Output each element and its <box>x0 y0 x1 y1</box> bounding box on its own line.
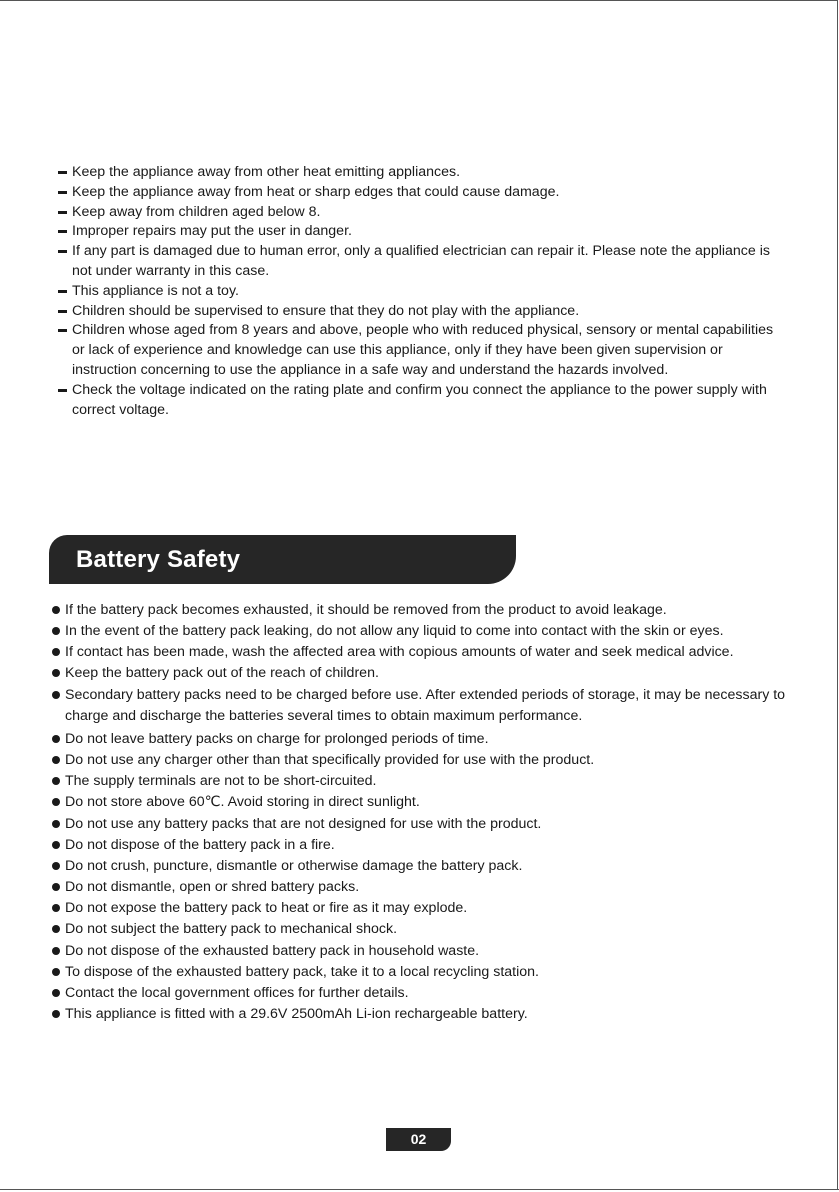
warning-item <box>58 321 778 380</box>
warning-text: If any part is damaged due to human error, only a qualified electrician can repair it. Please note the appliance is not under warranty in this case. <box>72 243 770 279</box>
battery-item-text: To dispose of the exhausted battery pack, take it to a local recycling station. <box>65 963 539 980</box>
warning-text: Keep the appliance away from other heat emitting appliances. <box>72 164 461 180</box>
battery-item-text: Do not use any battery packs that are not designed for use with the product. <box>65 815 542 832</box>
battery-item <box>52 663 812 684</box>
warning-item <box>58 203 778 223</box>
dash-marker <box>58 250 67 253</box>
bullet-icon <box>52 904 60 912</box>
battery-item-text: This appliance is fitted with a 29.6V 2500mAh Li-ion rechargeable battery. <box>65 1005 528 1022</box>
bullet-icon <box>52 947 60 955</box>
page-border-right <box>837 0 838 1190</box>
battery-item <box>52 919 812 940</box>
battery-item <box>52 877 812 898</box>
warning-item <box>58 302 778 322</box>
battery-item <box>52 962 812 983</box>
bullet-icon <box>52 968 60 976</box>
dash-marker <box>58 329 67 332</box>
battery-item-text: Do not dispose of the battery pack in a fire. <box>65 836 335 853</box>
battery-item-text: Secondary battery packs need to be charged before use. After extended periods of storage, it may be necessary to charge and discharge the batteries several times to obtain maximum performance. <box>65 686 786 724</box>
battery-item <box>52 600 812 621</box>
dash-marker <box>58 310 67 313</box>
warning-text: Improper repairs may put the user in danger. <box>72 223 352 240</box>
battery-item <box>52 792 812 813</box>
battery-item <box>52 1004 812 1025</box>
bullet-icon <box>52 883 60 891</box>
bullet-icon <box>52 777 60 785</box>
battery-item <box>52 983 812 1004</box>
bullet-icon <box>52 606 60 614</box>
bullet-icon <box>52 798 60 806</box>
dash-marker <box>58 211 67 214</box>
battery-item <box>52 835 812 856</box>
battery-item-text: Do not subject the battery pack to mechanical shock. <box>65 921 398 938</box>
warning-item <box>58 282 778 302</box>
battery-item <box>52 685 812 727</box>
battery-item <box>52 814 812 835</box>
warning-text: Check the voltage indicated on the rating plate and confirm you connect the appliance to the power supply with correct voltage. <box>72 381 767 418</box>
warning-text: Children should be supervised to ensure that they do not play with the appliance. <box>72 302 580 319</box>
battery-safety-banner <box>49 535 516 584</box>
dash-marker <box>58 389 67 392</box>
battery-item-text: In the event of the battery pack leaking, do not allow any liquid to come into contact with the skin or eyes. <box>65 623 724 640</box>
battery-item <box>52 898 812 919</box>
battery-item-text: Do not expose the battery pack to heat or fire as it may explode. <box>65 900 468 917</box>
battery-item-text: The supply terminals are not to be short-circuited. <box>65 773 377 790</box>
battery-item-text: Do not dismantle, open or shred battery packs. <box>65 879 360 896</box>
battery-item <box>52 750 812 771</box>
warning-item <box>58 242 778 282</box>
battery-safety-list <box>52 600 812 1025</box>
bullet-icon <box>52 820 60 828</box>
battery-item <box>52 729 812 750</box>
bullet-icon <box>52 691 60 699</box>
battery-item-text: Contact the local government offices for further details. <box>65 984 409 1001</box>
battery-item <box>52 771 812 792</box>
page-border-top <box>0 0 837 1</box>
warning-text: This appliance is not a toy. <box>72 282 239 299</box>
warning-text: Children whose aged from 8 years and above, people who with reduced physical, sensory or mental capabilities or lack of experience and knowledge can use this appliance, only if they have been given supervision or instruction concerning to use the appliance in a safe way and understand the hazards involved. <box>72 322 774 378</box>
bullet-icon <box>52 756 60 764</box>
battery-item-text: Do not store above 60℃. Avoid storing in direct sunlight. <box>65 794 420 811</box>
battery-item <box>52 621 812 642</box>
bullet-icon <box>52 925 60 933</box>
bullet-icon <box>52 735 60 743</box>
bullet-icon <box>52 841 60 849</box>
warning-text: Keep away from children aged below 8. <box>72 203 321 220</box>
bullet-icon <box>52 669 60 677</box>
battery-item-text: Do not leave battery packs on charge for prolonged periods of time. <box>65 730 489 747</box>
battery-item-text: Keep the battery pack out of the reach of children. <box>65 665 379 682</box>
warning-item <box>58 222 778 242</box>
bullet-icon <box>52 989 60 997</box>
warning-item <box>58 381 778 421</box>
warnings-list <box>58 163 778 420</box>
section-title: Battery Safety <box>76 546 241 573</box>
page-number: 02 <box>386 1128 451 1151</box>
battery-item <box>52 941 812 962</box>
warning-text: Keep the appliance away from heat or sharp edges that could cause damage. <box>72 183 560 200</box>
battery-item-text: If contact has been made, wash the affected area with copious amounts of water and seek medical advice. <box>65 644 734 661</box>
battery-item-text: If the battery pack becomes exhausted, it should be removed from the product to avoid leakage. <box>65 602 667 618</box>
dash-marker <box>58 230 67 233</box>
bullet-icon <box>52 627 60 635</box>
battery-item <box>52 642 812 663</box>
battery-item-text: Do not crush, puncture, dismantle or otherwise damage the battery pack. <box>65 857 523 874</box>
page-border-bottom <box>0 1189 839 1190</box>
dash-marker <box>58 191 67 194</box>
warning-item <box>58 183 778 203</box>
bullet-icon <box>52 648 60 656</box>
battery-item <box>52 856 812 877</box>
bullet-icon <box>52 1010 60 1018</box>
battery-item-text: Do not use any charger other than that specifically provided for use with the product. <box>65 752 595 769</box>
bullet-icon <box>52 862 60 870</box>
dash-marker <box>58 290 67 293</box>
dash-marker <box>58 171 67 174</box>
battery-item-text: Do not dispose of the exhausted battery pack in household waste. <box>65 942 480 959</box>
warning-item <box>58 163 778 183</box>
